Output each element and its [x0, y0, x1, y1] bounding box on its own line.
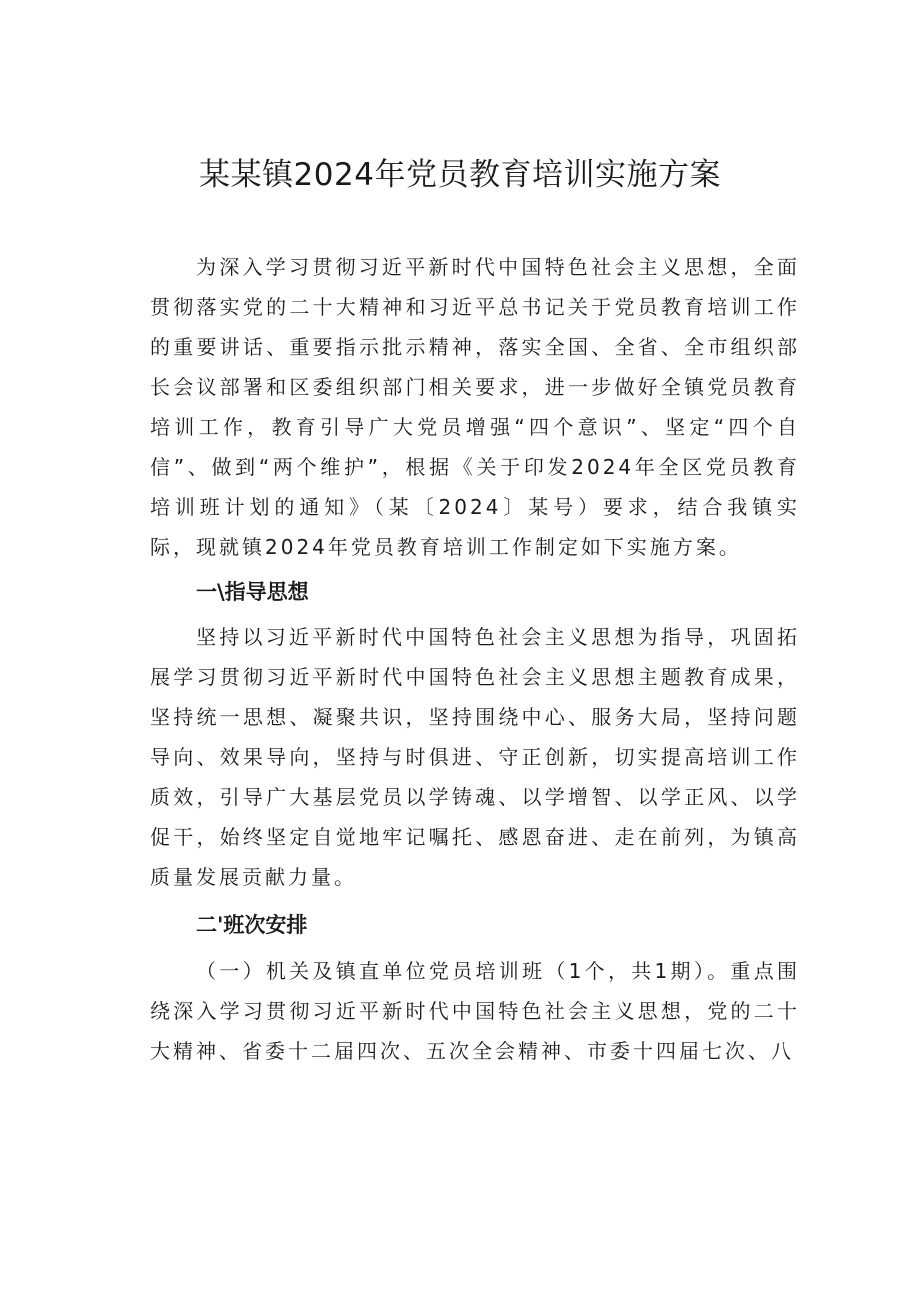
intro-paragraph: 为深入学习贯彻习近平新时代中国特色社会主义思想，全面贯彻落实党的二十大精神和习近平总书记关于党员教育培训工作的重要讲话、重要指示批示精神，落实全国、全省、全市组织部长会议部署和区委组织部门相关要求，进一步做好全镇党员教育培训工作，教育引导广大党员增强“四个意识”、坚定“四个自信”、做到“两个维护”，根据《关于印发2024年全区党员教育培训班计划的通知》（某〔2024〕某号）要求，结合我镇实际，现就镇2024年党员教育培训工作制定如下实施方案。 — [150, 255, 800, 559]
section-heading-class-arrangement: 二'班次安排 — [196, 913, 308, 937]
section-heading-guiding-ideology: 一\指导思想 — [196, 580, 309, 604]
document-body — [150, 247, 800, 1071]
document-title: 某某镇2024年党员教育培训实施方案 — [199, 157, 721, 193]
class-arrangement-paragraph: （一）机关及镇直单位党员培训班（1个，共1期）。重点围绕深入学习贯彻习近平新时代中国特色社会主义思想，党的二十大精神、省委十二届四次、五次全会精神、市委十四届七次、八 — [150, 959, 800, 1063]
guiding-ideology-paragraph: 坚持以习近平新时代中国特色社会主义思想为指导，巩固拓展学习贯彻习近平新时代中国特色社会主义思想主题教育成果，坚持统一思想、凝聚共识，坚持围绕中心、服务大局，坚持问题导向、效果导向，坚持与时俱进、守正创新，切实提高培训工作质效，引导广大基层党员以学铸魂、以学增智、以学正风、以学促干，始终坚定自觉地牢记嘱托、感恩奋进、走在前列，为镇高质量发展贡献力量。 — [150, 625, 800, 889]
